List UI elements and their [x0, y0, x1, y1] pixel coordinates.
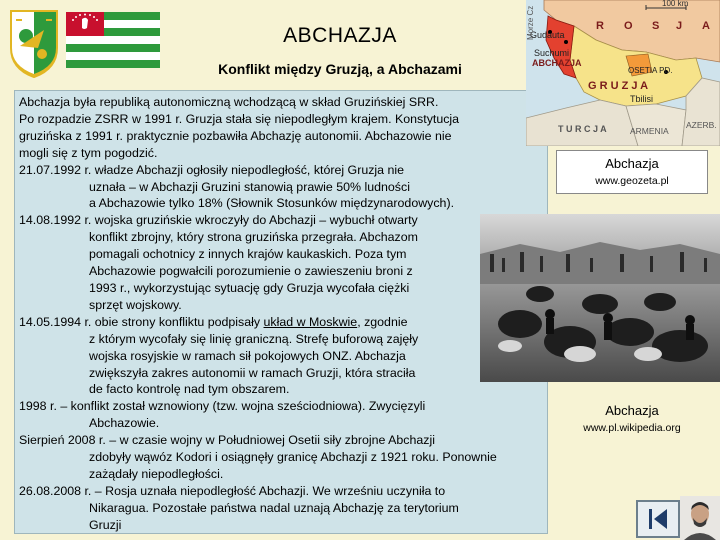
map-label-gruzja: G R U Z J A [588, 80, 649, 92]
map-label-russia-r: R [596, 20, 604, 32]
map-label-azerb: AZERB. [686, 120, 717, 130]
text-line: Gruzji [89, 517, 122, 532]
text-segment: , zgodnie [357, 314, 408, 329]
abkhazia-emblem-icon [8, 8, 60, 78]
map-caption-title: Abchazja [605, 156, 659, 171]
page-title: ABCHAZJA [283, 24, 397, 47]
text-line: de facto kontrolę nad tym obszarem. [89, 382, 290, 397]
page-subtitle: Konflikt między Gruzją, a Abchazami [218, 61, 462, 77]
text-line: z którym wycofały się linię graniczną. Strefę buforową zajęły [89, 331, 419, 346]
map-scale-label: 100 km [662, 0, 689, 8]
map-label-gudauta: Gudauta [530, 30, 565, 40]
text-line: sprzęt wojskowy. [89, 297, 182, 312]
text-line: zwiększyła zakres autonomii w ramach Gruzji, która straciła [89, 365, 416, 380]
text-line: Abchazowie pogwałcili porozumienie o zawieszeniu broni z [89, 264, 413, 279]
map-caption [556, 150, 708, 194]
photo-caption [556, 398, 708, 434]
text-line: a Abchazowie tylko 18% (Słownik Stosunków międzynarodowych). [89, 196, 455, 211]
text-line: 1993 r., wykorzystując sytuację gdy Gruzja wycofała ciężki [89, 280, 410, 295]
text-line: 1998 r. – konflikt został wznowiony (tzw. wojna sześciodniowa). Zwycięzyli [19, 399, 426, 414]
map-label-russia-o: O [624, 20, 633, 32]
text-line-with-link [19, 314, 543, 331]
moscow-agreement-link[interactable]: układ w Moskwie [263, 314, 358, 329]
map-label-abchazja: ABCHAZJA [532, 58, 582, 68]
text-line: konflikt zbrojny, który strona gruzińska przegrała. Abchazom [89, 230, 418, 245]
text-line: 26.08.2008 r. – Rosja uznała niepodległość Abchazji. We wrześniu uczyniła to [19, 483, 446, 498]
map-label-sea: Morze Cz [526, 5, 535, 40]
text-line: Nikaragua. Pozostałe państwa nadal uznają Abchazję za terytorium [89, 500, 459, 515]
history-text-panel [14, 90, 548, 534]
map-caption-source: www.geozeta.pl [595, 175, 669, 187]
skip-back-icon [648, 508, 668, 530]
photo-caption-source: www.pl.wikipedia.org [583, 422, 681, 434]
abkhazia-flag-icon [66, 12, 160, 68]
photo-caption-title: Abchazja [605, 403, 659, 418]
text-line: Abchazowie. [89, 416, 160, 431]
map-label-suchumi: Suchumi [534, 48, 570, 58]
text-segment: 14.05.1994 r. obie strony konfliktu podpisały [19, 314, 264, 329]
map-label-russia-a: A [702, 20, 710, 32]
text-line: zażądały niepodległości. [89, 466, 224, 481]
text-line: pomagali ochotnicy z innych krajów kaukaskich. Poza tym [89, 247, 407, 262]
refugees-photo [480, 214, 720, 382]
map-label-armenia: ARMENIA [630, 126, 669, 136]
text-line: mogli się z tym pogodzić. [19, 145, 158, 160]
text-line: Abchazja była republiką autonomiczną wchodzącą w skład Gruzińskiej SRR. [19, 95, 439, 109]
text-line: Po rozpadzie ZSRR w 1991 r. Gruzja stała się niepodległym krajem. Konstytucja [19, 111, 460, 126]
text-line: gruzińska z 1991 r. praktycznie pozbawiła Abchazję autonomii. Abchazowie nie [19, 128, 452, 143]
map-label-tbilisi: Tbilisi [630, 94, 654, 104]
text-line: zdobyły wąwóz Kodori i osiągnęły granicę Abchazji z 1921 roku. Ponownie [89, 450, 497, 465]
region-map [526, 0, 720, 146]
text-line: Sierpień 2008 r. – w czasie wojny w Południowej Osetii siły zbrojne Abchazji [19, 433, 435, 448]
person-portrait [680, 496, 720, 540]
map-label-osetia: OSETIA PD. [628, 66, 673, 75]
text-line: uznała – w Abchazji Gruzini stanowią prawie 50% ludności [89, 179, 410, 194]
text-line: 14.08.1992 r. wojska gruzińskie wkroczyły do Abchazji – wybuchł otwarty [19, 213, 418, 228]
text-line: 21.07.1992 r. władze Abchazji ogłosiły niepodległość, której Gruzja nie [19, 162, 405, 177]
text-line: wojska rosyjskie w ramach sił pokojowych ONZ. Abchazja [89, 348, 406, 363]
map-label-russia-s: S [652, 20, 660, 32]
map-label-turcja: T U R C J A [558, 124, 607, 134]
previous-slide-button[interactable] [636, 500, 680, 538]
map-label-russia-j: J [676, 20, 683, 32]
